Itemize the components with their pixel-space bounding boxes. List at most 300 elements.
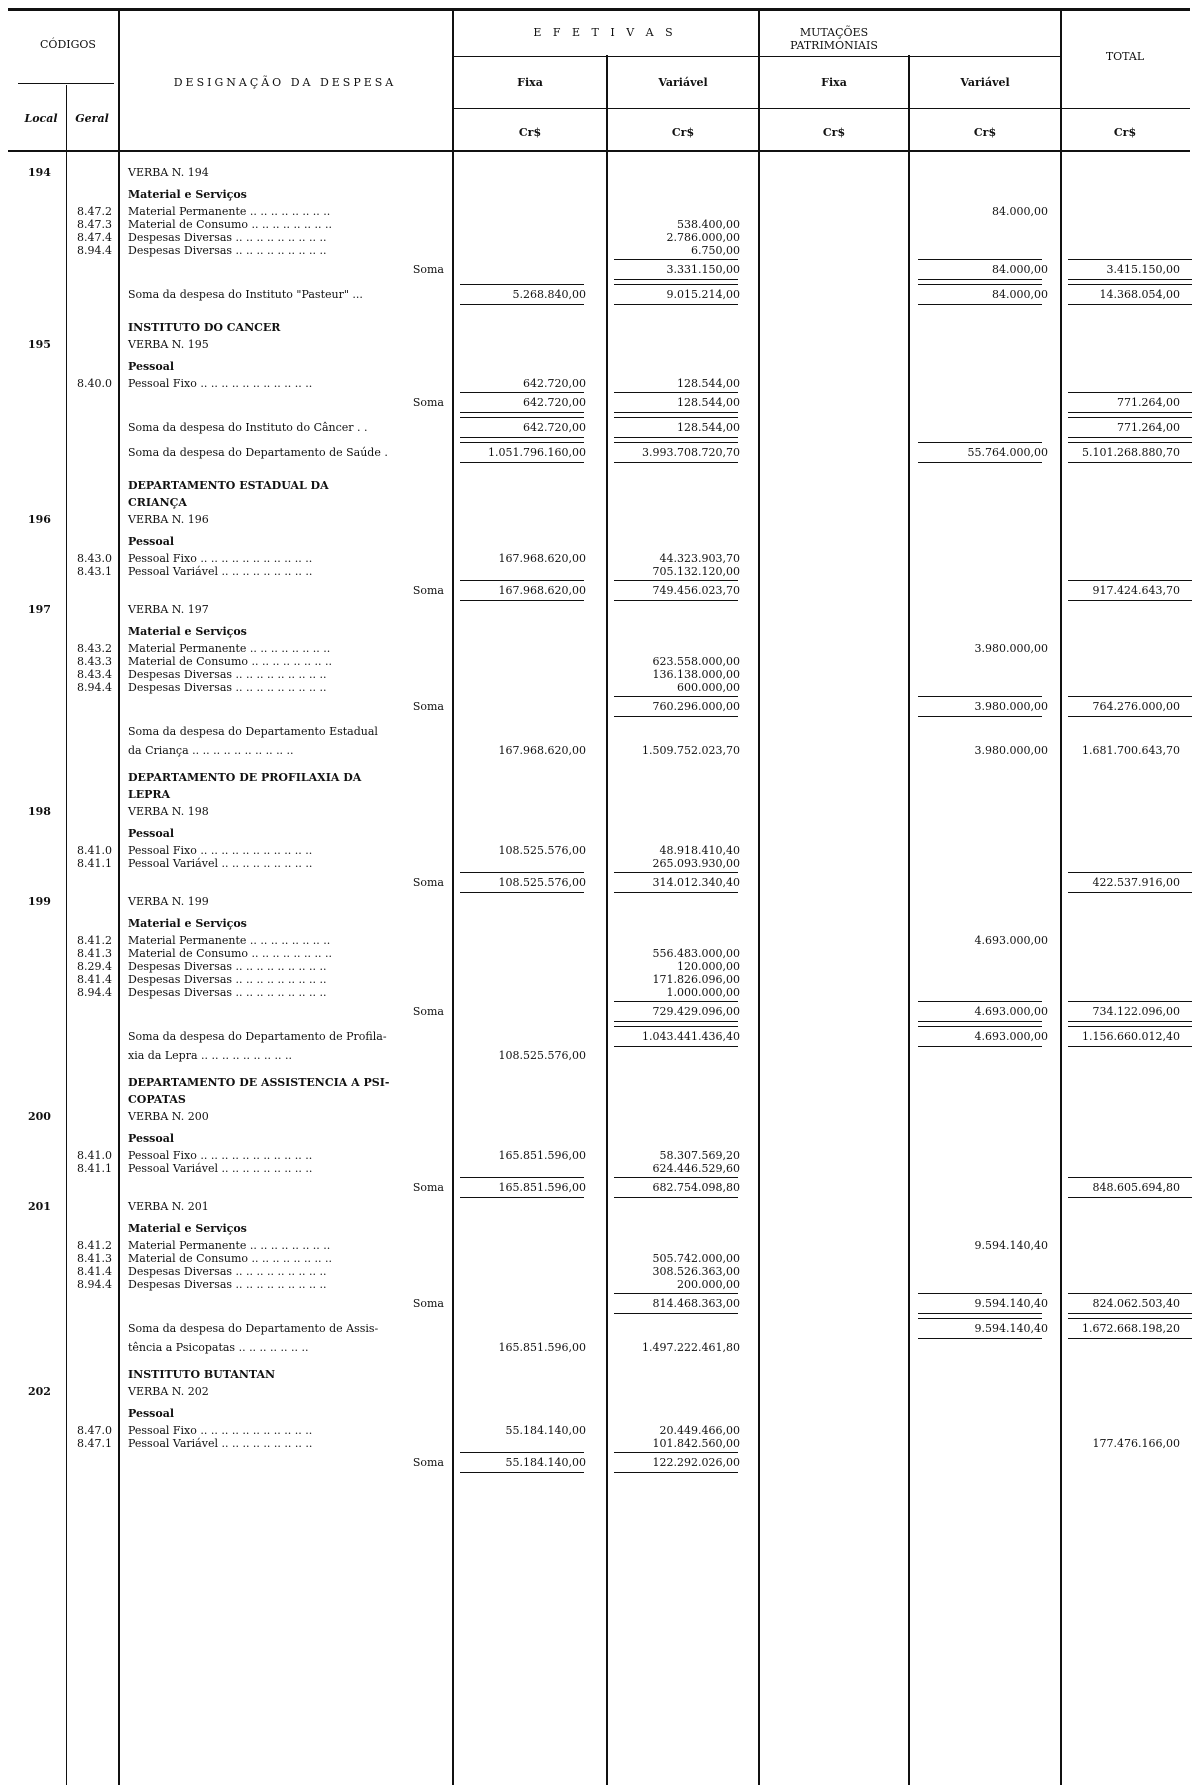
cell-desc: DEPARTAMENTO DE ASSISTENCIA A PSI- [128, 1076, 390, 1089]
table-row [0, 446, 1198, 460]
cell-soma: Soma [412, 1456, 444, 1469]
designacao-header: DESIGNAÇÃO DA DESPESA [173, 76, 397, 89]
soma-row [0, 876, 1198, 890]
sum-rule [614, 437, 738, 438]
cell-ef: 165.851.596,00 [498, 1149, 586, 1162]
table-row [0, 771, 1198, 785]
cell-desc: Material e Serviços [128, 625, 247, 638]
cell-soma: Soma [412, 876, 444, 889]
cell-geral: 8.41.4 [77, 1265, 112, 1278]
table-row [0, 827, 1198, 841]
cell-desc: Despesas Diversas .. .. .. .. .. .. .. .. .. [128, 231, 327, 244]
sum-rule [614, 442, 738, 443]
cell-tot: 848.605.694,80 [1092, 1181, 1180, 1194]
cell-ev: 101.842.560,00 [652, 1437, 740, 1450]
cell-desc: VERBA N. 195 [128, 338, 209, 351]
cell-mv: 55.764.000,00 [967, 446, 1048, 459]
sum-rule [918, 279, 1042, 280]
cell-ef: 167.968.620,00 [498, 584, 586, 597]
cell-desc: Pessoal Fixo .. .. .. .. .. .. .. .. .. .. .. [128, 1149, 313, 1162]
sum-rule [918, 696, 1042, 697]
cell-geral: 8.47.0 [77, 1424, 112, 1437]
sum-rule [918, 1313, 1042, 1314]
table-row [0, 1049, 1198, 1063]
cell-tot: 1.672.668.198,20 [1082, 1322, 1180, 1335]
cell-desc: LEPRA [128, 788, 171, 801]
sum-rule [614, 872, 738, 873]
cell-desc: VERBA N. 199 [128, 895, 209, 908]
cell-geral: 8.94.4 [77, 1278, 112, 1291]
sum-rule [918, 442, 1042, 443]
verba-row [0, 513, 1198, 527]
cell-desc: Material de Consumo .. .. .. .. .. .. .. .. [128, 1252, 332, 1265]
sum-rule [614, 716, 738, 717]
sum-rule [460, 892, 584, 893]
cell-tot: 422.537.916,00 [1092, 876, 1180, 889]
cell-tot: 1.156.660.012,40 [1082, 1030, 1180, 1043]
cell-local: 196 [28, 513, 51, 526]
cell-ef: 167.968.620,00 [498, 744, 586, 757]
cell-ev: 1.043.441.436,40 [642, 1030, 740, 1043]
table-row [0, 1322, 1198, 1336]
cell-ef: 108.525.576,00 [498, 844, 586, 857]
table-row [0, 1424, 1198, 1438]
cell-geral: 8.41.0 [77, 1149, 112, 1162]
fixa-header: Fixa [517, 76, 543, 89]
cell-ef: 55.184.140,00 [505, 1456, 586, 1469]
table-row [0, 421, 1198, 435]
cell-mv: 84.000,00 [992, 288, 1048, 301]
fixa2-header: Fixa [821, 76, 847, 89]
cell-desc: Material Permanente .. .. .. .. .. .. .. .. [128, 934, 331, 947]
cell-ef: 5.268.840,00 [512, 288, 586, 301]
cell-desc: Soma da despesa do Departamento de Assis- [128, 1322, 379, 1335]
cell-desc: VERBA N. 202 [128, 1385, 209, 1398]
cell-desc: Despesas Diversas .. .. .. .. .. .. .. .. .. [128, 681, 327, 694]
table-row [0, 844, 1198, 858]
sum-rule [918, 304, 1042, 305]
cell-desc: Soma da despesa do Departamento de Profila- [128, 1030, 387, 1043]
table-row [0, 188, 1198, 202]
cell-tot: 5.101.268.880,70 [1082, 446, 1180, 459]
sum-rule [918, 1046, 1042, 1047]
cr-mf: Cr$ [822, 126, 846, 139]
cell-ef: 642.720,00 [523, 396, 586, 409]
cell-tot: 771.264,00 [1117, 421, 1180, 434]
cell-ef: 642.720,00 [523, 377, 586, 390]
local-header: Local [24, 112, 58, 125]
cell-desc: Soma da despesa do Departamento de Saúde . [128, 446, 388, 459]
cell-geral: 8.43.3 [77, 655, 112, 668]
table-row [0, 205, 1198, 219]
table-row [0, 1278, 1198, 1292]
sum-rule [460, 1177, 584, 1178]
sum-rule [1068, 696, 1192, 697]
cell-geral: 8.43.1 [77, 565, 112, 578]
cell-ev: 58.307.569,20 [659, 1149, 740, 1162]
table-row [0, 479, 1198, 493]
soma-row [0, 1456, 1198, 1470]
cell-local: 194 [28, 166, 51, 179]
cell-desc: Material Permanente .. .. .. .. .. .. .. .. [128, 1239, 331, 1252]
cell-desc: VERBA N. 198 [128, 805, 209, 818]
sum-rule [614, 259, 738, 260]
cell-desc: Material de Consumo .. .. .. .. .. .. .. .. [128, 218, 332, 231]
cell-soma: Soma [412, 396, 444, 409]
cell-ev: 600.000,00 [677, 681, 740, 694]
cell-desc: COPATAS [128, 1093, 186, 1106]
cell-soma: Soma [412, 1005, 444, 1018]
cell-local: 202 [28, 1385, 51, 1398]
table-row [0, 1132, 1198, 1146]
sum-rule [614, 392, 738, 393]
cr-mv: Cr$ [973, 126, 997, 139]
table-row [0, 1093, 1198, 1107]
table-row [0, 535, 1198, 549]
cell-soma: Soma [412, 263, 444, 276]
soma-row [0, 263, 1198, 277]
table-row [0, 231, 1198, 245]
cell-geral: 8.94.4 [77, 244, 112, 257]
cell-soma: Soma [412, 1297, 444, 1310]
cell-mv: 84.000,00 [992, 263, 1048, 276]
sum-rule [918, 1021, 1042, 1022]
table-row [0, 218, 1198, 232]
table-row [0, 1341, 1198, 1355]
sum-rule [614, 1046, 738, 1047]
cell-ev: 20.449.466,00 [659, 1424, 740, 1437]
sum-rule [1068, 1338, 1192, 1339]
sum-rule [1068, 580, 1192, 581]
cell-ev: 265.093.930,00 [652, 857, 740, 870]
cell-ev: 1.509.752.023,70 [642, 744, 740, 757]
sum-rule [1068, 1293, 1192, 1294]
cell-desc: Pessoal Variável .. .. .. .. .. .. .. .. .. [128, 1437, 313, 1450]
table-row [0, 565, 1198, 579]
table-row [0, 1407, 1198, 1421]
cell-desc: Material e Serviços [128, 917, 247, 930]
sum-rule [1068, 1318, 1192, 1319]
variavel-header: Variável [658, 76, 708, 89]
sum-rule [1068, 259, 1192, 260]
cell-local: 195 [28, 338, 51, 351]
cell-desc: Pessoal [128, 1132, 175, 1145]
cell-ev: 128.544,00 [677, 377, 740, 390]
cell-desc: Material e Serviços [128, 1222, 247, 1235]
cell-geral: 8.47.3 [77, 218, 112, 231]
cell-ef: 55.184.140,00 [505, 1424, 586, 1437]
cell-ev: 9.015.214,00 [666, 288, 740, 301]
sum-rule [1068, 1177, 1192, 1178]
cell-mv: 4.693.000,00 [974, 1005, 1048, 1018]
table-row [0, 1076, 1198, 1090]
cell-desc: Pessoal [128, 827, 175, 840]
sum-rule [460, 1452, 584, 1453]
cell-ef: 165.851.596,00 [498, 1181, 586, 1194]
cell-ev: 136.138.000,00 [652, 668, 740, 681]
sum-rule [1068, 437, 1192, 438]
verba-row [0, 895, 1198, 909]
cell-tot: 3.415.150,00 [1106, 263, 1180, 276]
cell-soma: Soma [412, 584, 444, 597]
cr-rule [454, 108, 1190, 109]
sum-rule [1068, 716, 1192, 717]
sum-rule [918, 1318, 1042, 1319]
cell-desc: INSTITUTO DO CANCER [128, 321, 281, 334]
verba-row [0, 166, 1198, 180]
sum-rule [614, 1293, 738, 1294]
sum-rule [1068, 1021, 1192, 1022]
cell-desc: Despesas Diversas .. .. .. .. .. .. .. .. .. [128, 244, 327, 257]
cell-ev: 128.544,00 [677, 396, 740, 409]
cell-tot: 824.062.503,40 [1092, 1297, 1180, 1310]
sum-rule [614, 284, 738, 285]
table-row [0, 1030, 1198, 1044]
table-row [0, 1437, 1198, 1451]
cell-local: 199 [28, 895, 51, 908]
table-row [0, 625, 1198, 639]
table-row [0, 552, 1198, 566]
sum-rule [614, 462, 738, 463]
cell-desc: Despesas Diversas .. .. .. .. .. .. .. .. .. [128, 973, 327, 986]
sum-rule [614, 580, 738, 581]
sum-rule [614, 892, 738, 893]
cell-desc: tência a Psicopatas .. .. .. .. .. .. .. [128, 1341, 309, 1354]
cell-desc: Pessoal Fixo .. .. .. .. .. .. .. .. .. .. .. [128, 844, 313, 857]
cell-soma: Soma [412, 1181, 444, 1194]
cell-geral: 8.41.2 [77, 934, 112, 947]
cell-desc: Material Permanente .. .. .. .. .. .. .. .. [128, 205, 331, 218]
cell-ev: 122.292.026,00 [652, 1456, 740, 1469]
geral-header: Geral [75, 112, 109, 125]
sum-rule [614, 279, 738, 280]
cell-ev: 505.742.000,00 [652, 1252, 740, 1265]
cell-geral: 8.47.1 [77, 1437, 112, 1450]
sum-rule [614, 412, 738, 413]
table-row [0, 681, 1198, 695]
cell-geral: 8.29.4 [77, 960, 112, 973]
cell-local: 198 [28, 805, 51, 818]
cell-desc: Despesas Diversas .. .. .. .. .. .. .. .. .. [128, 986, 327, 999]
cell-geral: 8.43.4 [77, 668, 112, 681]
sum-rule [1068, 892, 1192, 893]
table-row [0, 1252, 1198, 1266]
cell-ev: 314.012.340,40 [652, 876, 740, 889]
sum-rule [614, 1021, 738, 1022]
sum-rule [614, 1001, 738, 1002]
sum-rule [460, 284, 584, 285]
cell-desc: CRIANÇA [128, 496, 187, 509]
cell-local: 201 [28, 1200, 51, 1213]
cell-desc: Pessoal [128, 535, 175, 548]
table-row [0, 1222, 1198, 1236]
cell-ev: 308.526.363,00 [652, 1265, 740, 1278]
cell-ef: 108.525.576,00 [498, 1049, 586, 1062]
cell-desc: Pessoal Variável .. .. .. .. .. .. .. .. .. [128, 565, 313, 578]
cell-local: 200 [28, 1110, 51, 1123]
sum-rule [1068, 279, 1192, 280]
sum-rule [1068, 304, 1192, 305]
cell-ev: 1.497.222.461,80 [642, 1341, 740, 1354]
codigos-header: CÓDIGOS [40, 38, 96, 51]
cell-desc: VERBA N. 197 [128, 603, 209, 616]
sum-rule [460, 1472, 584, 1473]
cell-ev: 682.754.098,80 [652, 1181, 740, 1194]
cell-desc: Pessoal Variável .. .. .. .. .. .. .. .. .. [128, 857, 313, 870]
cell-ev: 814.468.363,00 [652, 1297, 740, 1310]
cell-geral: 8.41.1 [77, 857, 112, 870]
cr-tot: Cr$ [1113, 126, 1137, 139]
sum-rule [1068, 1197, 1192, 1198]
cell-ef: 167.968.620,00 [498, 552, 586, 565]
cell-ef: 165.851.596,00 [498, 1341, 586, 1354]
cell-ef: 1.051.796.160,00 [488, 446, 586, 459]
cell-geral: 8.47.2 [77, 205, 112, 218]
soma-row [0, 1181, 1198, 1195]
cell-ev: 3.331.150,00 [666, 263, 740, 276]
sub-rule [454, 56, 1060, 57]
cr-ev: Cr$ [671, 126, 695, 139]
table-row [0, 960, 1198, 974]
cell-desc: Soma da despesa do Instituto "Pasteur" ... [128, 288, 363, 301]
sum-rule [918, 462, 1042, 463]
sum-rule [614, 417, 738, 418]
verba-row [0, 805, 1198, 819]
cell-desc: INSTITUTO BUTANTAN [128, 1368, 276, 1381]
cell-geral: 8.41.1 [77, 1162, 112, 1175]
cell-ev: 749.456.023,70 [652, 584, 740, 597]
sum-rule [460, 580, 584, 581]
sum-rule [614, 1177, 738, 1178]
cell-geral: 8.47.4 [77, 231, 112, 244]
sum-rule [614, 600, 738, 601]
cell-desc: Pessoal [128, 1407, 175, 1420]
table-row [0, 321, 1198, 335]
cell-ev: 729.429.096,00 [652, 1005, 740, 1018]
cell-desc: DEPARTAMENTO DE PROFILAXIA DA [128, 771, 362, 784]
table-row [0, 973, 1198, 987]
sum-rule [918, 1293, 1042, 1294]
sum-rule [1068, 1026, 1192, 1027]
cell-desc: Pessoal Fixo .. .. .. .. .. .. .. .. .. .. .. [128, 377, 313, 390]
sum-rule [614, 1472, 738, 1473]
cell-desc: Pessoal Variável .. .. .. .. .. .. .. .. .. [128, 1162, 313, 1175]
sum-rule [1068, 1046, 1192, 1047]
sum-rule [918, 716, 1042, 717]
table-row [0, 934, 1198, 948]
mutacoes-header: MUTAÇÕES PATRIMONIAIS [790, 26, 878, 52]
cell-soma: Soma [412, 700, 444, 713]
sum-rule [460, 442, 584, 443]
cell-ev: 48.918.410,40 [659, 844, 740, 857]
header-bottom-rule [8, 150, 1190, 152]
cell-ev: 623.558.000,00 [652, 655, 740, 668]
cell-geral: 8.40.0 [77, 377, 112, 390]
cell-ef: 108.525.576,00 [498, 876, 586, 889]
cell-mv: 4.693.000,00 [974, 1030, 1048, 1043]
cell-mv: 3.980.000,00 [974, 700, 1048, 713]
table-row [0, 857, 1198, 871]
soma-row [0, 1005, 1198, 1019]
cell-desc: Despesas Diversas .. .. .. .. .. .. .. .. .. [128, 1278, 327, 1291]
cell-geral: 8.94.4 [77, 681, 112, 694]
cell-desc: Pessoal [128, 360, 175, 373]
cell-ev: 44.323.903,70 [659, 552, 740, 565]
cell-desc: Pessoal Fixo .. .. .. .. .. .. .. .. .. .. .. [128, 552, 313, 565]
verba-row [0, 603, 1198, 617]
sum-rule [1068, 872, 1192, 873]
cell-ev: 556.483.000,00 [652, 947, 740, 960]
cell-ev: 171.826.096,00 [652, 973, 740, 986]
table-row [0, 496, 1198, 510]
sum-rule [460, 417, 584, 418]
variavel2-header: Variável [960, 76, 1010, 89]
cell-tot: 14.368.054,00 [1099, 288, 1180, 301]
cell-desc: Despesas Diversas .. .. .. .. .. .. .. .. .. [128, 1265, 327, 1278]
sum-rule [918, 1026, 1042, 1027]
cell-tot: 764.276.000,00 [1092, 700, 1180, 713]
table-row [0, 1162, 1198, 1176]
sum-rule [918, 1338, 1042, 1339]
table-row [0, 1368, 1198, 1382]
cell-desc: VERBA N. 194 [128, 166, 209, 179]
cell-desc: Despesas Diversas .. .. .. .. .. .. .. .. .. [128, 668, 327, 681]
sum-rule [614, 696, 738, 697]
cell-mv: 4.693.000,00 [974, 934, 1048, 947]
sum-rule [614, 304, 738, 305]
sum-rule [918, 259, 1042, 260]
cell-tot: 734.122.096,00 [1092, 1005, 1180, 1018]
sum-rule [1068, 442, 1192, 443]
cell-geral: 8.41.0 [77, 844, 112, 857]
cell-ev: 200.000,00 [677, 1278, 740, 1291]
cell-mv: 9.594.140,40 [974, 1239, 1048, 1252]
table-row [0, 1149, 1198, 1163]
cell-tot: 1.681.700.643,70 [1082, 744, 1180, 757]
efetivas-header: E F E T I V A S [533, 26, 677, 39]
sum-rule [1068, 462, 1192, 463]
sum-rule [614, 1452, 738, 1453]
cell-desc: Material e Serviços [128, 188, 247, 201]
cell-desc: Material de Consumo .. .. .. .. .. .. .. .. [128, 655, 332, 668]
table-row [0, 1265, 1198, 1279]
sum-rule [918, 284, 1042, 285]
sum-rule [460, 437, 584, 438]
sum-rule [1068, 412, 1192, 413]
cell-ev: 120.000,00 [677, 960, 740, 973]
cell-tot: 177.476.166,00 [1092, 1437, 1180, 1450]
soma-row [0, 1297, 1198, 1311]
sum-rule [614, 1313, 738, 1314]
table-row [0, 244, 1198, 258]
cell-desc: VERBA N. 196 [128, 513, 209, 526]
table-row [0, 655, 1198, 669]
cell-ev: 1.000.000,00 [666, 986, 740, 999]
cell-geral: 8.41.3 [77, 1252, 112, 1265]
cell-mv: 3.980.000,00 [974, 744, 1048, 757]
soma-row [0, 700, 1198, 714]
sum-rule [1068, 417, 1192, 418]
verba-row [0, 338, 1198, 352]
sum-rule [1068, 392, 1192, 393]
cell-geral: 8.43.0 [77, 552, 112, 565]
verba-row [0, 1200, 1198, 1214]
sum-rule [614, 1197, 738, 1198]
table-row [0, 642, 1198, 656]
table-row [0, 360, 1198, 374]
cell-desc: Material Permanente .. .. .. .. .. .. .. .. [128, 642, 331, 655]
cell-desc: VERBA N. 201 [128, 1200, 209, 1213]
